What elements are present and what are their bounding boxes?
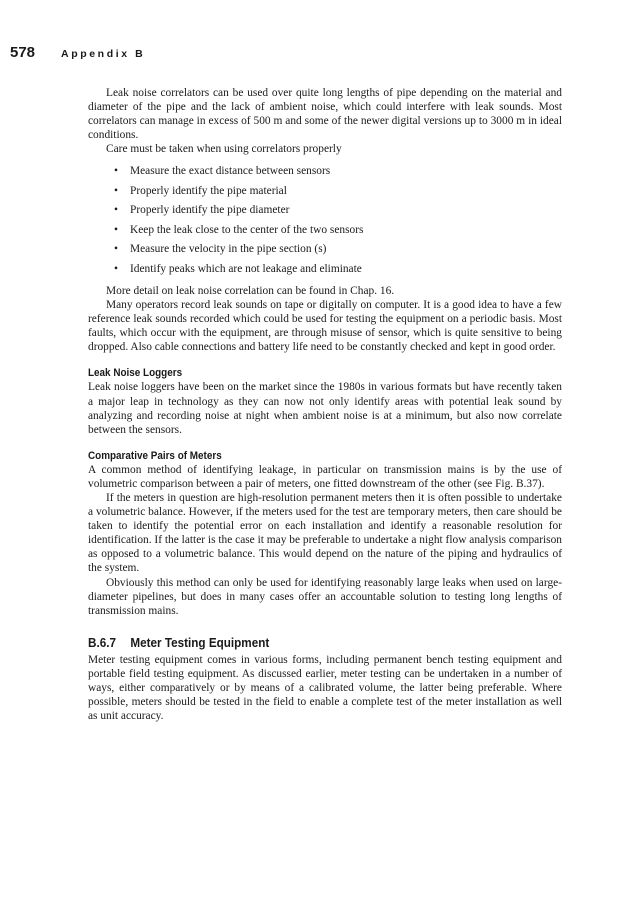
section-title: Meter Testing Equipment: [130, 634, 270, 650]
subheading-leak-noise-loggers: Leak Noise Loggers: [88, 367, 183, 380]
list-item: • Measure the velocity in the pipe section (s): [114, 242, 562, 256]
paragraph: Leak noise correlators can be used over quite long lengths of pipe depending on the material and diameter of the pipe and the lack of ambient noise, which could interfere with leak sounds. Most correlators can manage in excess of 500 m and some of the newer digital versions up to 3000 m in ideal conditions.: [88, 87, 562, 142]
page-number: 578: [10, 44, 36, 61]
bullet-list: [88, 164, 562, 276]
paragraph: Obviously this method can only be used for identifying reasonably large leaks when used on large-diameter pipelines, but does in many cases offer an accountable solution to testing long lengths of transmission mains.: [88, 576, 562, 617]
page-header: [10, 44, 145, 61]
paragraph: Meter testing equipment comes in various forms, including permanent bench testing equipment and portable field testing equipment. As discussed earlier, meter testing can be undertaken in a number of ways, either comparatively or by means of a calibrated volume, the latter being preferable. Where possible, meters should be tested in the field to enable a complete test of the meter installation as well as unit accuracy.: [88, 653, 562, 723]
paragraph: Leak noise loggers have been on the market since the 1980s in various formats but have recently taken a major leap in technology as they can now not only identify areas with potential leak sound by analyzing and recording noise at night when ambient noise is at a minimum, but also now correlate between the sensors.: [88, 381, 562, 436]
section-heading: [88, 635, 515, 651]
list-item: • Identify peaks which are not leakage and eliminate: [114, 262, 562, 276]
paragraph: More detail on leak noise correlation can be found in Chap. 16.: [106, 284, 395, 297]
paragraph: If the meters in question are high-resolution permanent meters then it is often possible to undertake a volumetric balance. However, if the meters used for the test are temporary meters, then care should be taken to identify the potential error on each installation and identify a reasonable resolution for identification. If the latter is the case it may be preferable to undertake a night flow analysis comparison as opposed to a volumetric balance. This would depend on the nature of the piping and hydraulics of the system.: [88, 492, 562, 575]
page-body: [88, 86, 562, 723]
list-item: • Properly identify the pipe diameter: [114, 203, 562, 217]
paragraph: Care must be taken when using correlators properly: [106, 143, 342, 156]
section-number: B.6.7: [88, 634, 116, 650]
paragraph: A common method of identifying leakage, in particular on transmission mains is by the use of volumetric comparison between a pair of meters, one fitted downstream of the other (see Fig. B.37).: [88, 463, 562, 490]
list-item: • Properly identify the pipe material: [114, 184, 562, 198]
subheading-comparative-pairs: Comparative Pairs of Meters: [88, 449, 222, 462]
list-item: • Measure the exact distance between sensors: [114, 164, 562, 178]
running-head: Appendix B: [61, 48, 146, 60]
list-item: • Keep the leak close to the center of the two sensors: [114, 223, 562, 237]
paragraph: Many operators record leak sounds on tape or digitally on computer. It is a good idea to have a few reference leak sounds recorded which could be used for testing the equipment on a periodic basis. Most faults, which occur with the equipment, are through misuse of sensor, which is quite sensitive to being dropped. Also cable connections and battery life need to be constantly checked and kept in good order.: [88, 299, 562, 354]
